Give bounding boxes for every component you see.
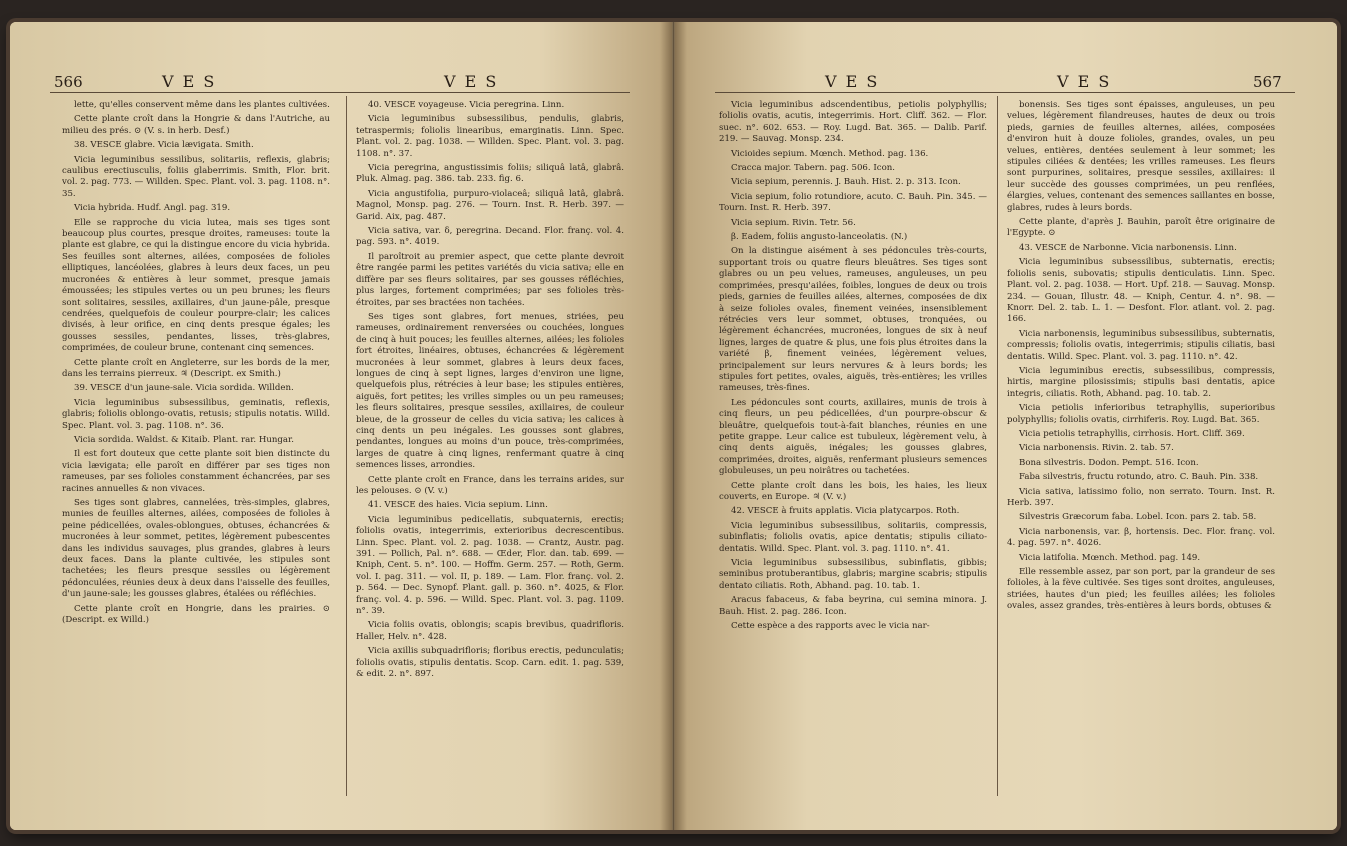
paragraph: Vicia sepium, folio rotundiore, acuto. C. Bauh. Pin. 345. — Tourn. Inst. R. Herb. 397. bbox=[719, 191, 987, 214]
paragraph: Il est fort douteux que cette plante soit bien distincte du vicia lævigata; elle paroît en différer par ses tiges non rameuses, par ses folioles constamment échancrées, par ses racines annuelles & non vivaces. bbox=[62, 449, 330, 494]
paragraph: Vicia leguminibus subsessilibus, solitariis, compressis, subinflatis; foliolis ovatis, apice dentatis; stipulis ciliato-dentatis. Willd. Spec. Plant. vol. 3. pag. 1110. n°. 41. bbox=[719, 520, 987, 554]
paragraph: Elle ressemble assez, par son port, par la grandeur de ses folioles, à la fève cultivée. Ses tiges sont droites, anguleuses, striées, hautes d'un pied; les feuilles ailées; les folioles ovales, assez grandes, très-entières à leurs bords, obtuses & bbox=[1007, 567, 1275, 612]
paragraph: Vicia leguminibus pedicellatis, subquaternis, erectis; foliolis ovatis, integerrimis, exterioribus decrescentibus. Linn. Spec. Plant. vol. 2. pag. 1038. — Crantz, Austr. pag. 391. — Pollich, Pal. n°. 688. — Œder, Flor. dan. tab. 699. — Kniph, Cent. 5. n°. 100. — Hoffm. Germ. 257. — Roth, Germ. vol. I. pag. 311. — vol. II, p. 189. — Lam. Flor. franç. vol. 2. p. 564. — Dec. Synopf. Plant. gall. p. 360. n°. 4025, & Flor. franç. vol. 4. p. 596. — Willd. Spec. Plant. vol. 3. pag. 1109. n°. 39. bbox=[356, 514, 624, 617]
paragraph: Cette plante croît en Hongrie, dans les prairies. ⊙ (Descript. ex Willd.) bbox=[62, 603, 330, 626]
right-column-divider bbox=[997, 96, 998, 796]
paragraph: Cracca major. Tabern. pag. 506. Icon. bbox=[731, 163, 896, 174]
paragraph: Cette plante croît en France, dans les terrains arides, sur les pelouses. ⊙ (V. v.) bbox=[356, 474, 624, 496]
paragraph: Vicia leguminibus subsessilibus, geminatis, reflexis, glabris; foliolis oblongo-ovatis, retusis; stipulis notatis. Willd. Spec. Plant. vol. 3. pag. 1108. n°. 36. bbox=[62, 397, 330, 431]
paragraph: Vicia sativa, var. δ, peregrina. Decand. Flor. franç. vol. 4. pag. 593. n°. 4019. bbox=[356, 226, 624, 248]
paragraph: 38. VESCE glabre. Vicia lævigata. Smith. bbox=[74, 140, 254, 151]
paragraph: Vicia axillis subquadrifloris; floribus erectis, pedunculatis; foliolis ovatis, stipulis dentatis. Scop. Carn. edit. 1. pag. 539, & edit. 2. n°. 897. bbox=[356, 646, 624, 680]
right-page-number: 567 bbox=[1253, 73, 1282, 91]
paragraph: Vicia hybrida. Hudf. Angl. pag. 319. bbox=[74, 203, 231, 214]
right-header-rule bbox=[715, 92, 1295, 93]
paragraph: Aracus fabaceus, & faba beyrina, cui semina minora. J. Bauh. Hist. 2. pag. 286. Icon. bbox=[719, 595, 987, 617]
paragraph: Ses tiges sont glabres, cannelées, très-simples, glabres, munies de feuilles alternes, ailées, composées de folioles à peine pédicellées, ovales-oblongues, obtuses, échancrées & mucronées à leur sommet, petites, légèrement pubescentes dans les individus sauvages, plus grandes, glabres à leurs deux faces. Dans la plante cultivée, les stipules sont tachetées; les fleurs presque sessiles ou légèrement pédonculées, réunies deux à deux dans l'aisselle des feuilles, d'un jaune-sale; les gousses glabres, étalées ou réfléchies. bbox=[62, 498, 330, 600]
paragraph: Vicia petiolis inferioribus tetraphyllis, superioribus polyphyllis; foliolis ovatis, cirrhiferis. Roy. Lugd. Bat. 365. bbox=[1007, 403, 1275, 425]
left-column-divider bbox=[346, 96, 347, 796]
paragraph: Bona silvestris. Dodon. Pempt. 516. Icon. bbox=[1019, 457, 1199, 468]
paragraph: Vicia leguminibus erectis, subsessilibus, compressis, hirtis, margine pilosissimis; stipulis basi dentatis, apice integris, ciliatis. Roth, Abhand. pag. 10. tab. 2. bbox=[1007, 365, 1275, 399]
left-header-left: V E S bbox=[162, 72, 217, 91]
paragraph: Vicia sordida. Waldst. & Kitaib. Plant. rar. Hungar. bbox=[74, 434, 294, 445]
paragraph: 42. VESCE à fruits applatis. Vicia platycarpos. Roth. bbox=[731, 506, 960, 517]
paragraph: Vicia narbonensis. Rivin. 2. tab. 57. bbox=[1019, 443, 1174, 454]
paragraph: β. Eadem, foliis angusto-lanceolatis. (N.) bbox=[731, 232, 908, 243]
paragraph: Les pédoncules sont courts, axillaires, munis de trois à cinq fleurs, un peu pédicellées, d'un pourpre-obscur & bleuâtre, quelquefois tout-à-fait blanches, réunies en une petite grappe. Leur calice est tubuleux, légèrement velu, à cinq dents aiguës, inégales; les gousses glabres, comprimées, droites, aiguës, renfermant plusieurs semences globuleuses, un peu noirâtres ou tachetées. bbox=[719, 397, 987, 477]
right-header-left: V E S bbox=[825, 72, 880, 91]
paragraph: Vicia narbonensis, leguminibus subsessilibus, subternatis, compressis; foliolis ovatis, integerrimis; stipulis ciliatis, basi dentatis. Willd. Spec. Plant. vol. 3. pag. 1110. n°. 42. bbox=[1007, 328, 1275, 362]
paragraph: Vicia sativa, latissimo folio, non serrato. Tourn. Inst. R. Herb. 397. bbox=[1007, 486, 1275, 508]
paragraph: On la distingue aisément à ses pédoncules très-courts, supportant trois ou quatre fleurs bleuâtres. Ses tiges sont glabres ou un peu velues, rameuses, anguleuses, un peu comprimées, presqu'ailées, foibles, longues de deux ou trois pieds, garnies de feuilles ailées, alternes, composées de dix à seize folioles ovales, finement veinées, insensiblement rétrécies vers leur sommet, obtuses, tronquées, ou légèrement échancrées, mucronées, longues de six à neuf lignes, larges de quatre & plus, une fois plus étroites dans la variété β, finement veinées, légèrement velues, principalement sur leurs nervures & à leurs bords; les stipules fort petites, ovales, aiguës, très-entières; les vrilles rameuses, très-fines. bbox=[719, 246, 987, 394]
paragraph: Vicioides sepium. Mœnch. Method. pag. 136. bbox=[731, 148, 929, 159]
paragraph: Cette plante croît en Angleterre, sur les bords de la mer, dans les terrains pierreux. ♃ (Descript. ex Smith.) bbox=[62, 357, 330, 379]
book-spread bbox=[10, 22, 1337, 830]
paragraph: Vicia sepium, perennis. J. Bauh. Hist. 2. p. 313. Icon. bbox=[731, 177, 961, 188]
paragraph: Cette plante croît dans les bois, les haies, les lieux couverts, en Europe. ♃ (V. v.) bbox=[719, 480, 987, 502]
paragraph: Vicia peregrina, angustissimis foliis; siliquâ latâ, glabrâ. Pluk. Almag. pag. 386. tab. 233. fig. 6. bbox=[356, 163, 624, 185]
right-header-right: V E S bbox=[1057, 72, 1112, 91]
paragraph: 40. VESCE voyageuse. Vicia peregrina. Linn. bbox=[368, 100, 565, 110]
paragraph: Vicia leguminibus subsessilibus, subinflatis, gibbis; seminibus protuberantibus, glabris; margine scabris; stipulis dentato ciliatis. Roth, Abhand. pag. 10. tab. 1. bbox=[719, 558, 987, 591]
paragraph: bonensis. Ses tiges sont épaisses, anguleuses, un peu velues, légèrement filandreuses, hautes de deux ou trois pieds, garnies de feuilles alternes, ailées, composées d'environ huit à douze folioles, grandes, ovales, un peu velues, entières, dentées seulement à leur sommet; les stipules ciliées & dentées; les vrilles rameuses. Les fleurs sont purpurines, solitaires, presque sessiles, axillaires: il leur succède des gousses comprimées, un peu renflées, élargies, velues, contenant des semences saillantes en bosse, glabres, rudes à leurs bords. bbox=[1007, 100, 1275, 213]
paragraph: Vicia leguminibus adscendentibus, petiolis polyphyllis; foliolis ovatis, acutis, integerrimis. Hort. Cliff. 362. — Flor. suec. n°. 602. 653. — Roy. Lugd. Bat. 365. — Dalib. Parif. 219. — Sauvag. Monsp. 234. bbox=[719, 100, 987, 145]
paragraph: lette, qu'elles conservent même dans les plantes cultivées. bbox=[74, 100, 330, 110]
paragraph: 39. VESCE d'un jaune-sale. Vicia sordida. Willden. bbox=[74, 383, 294, 394]
paragraph: Vicia narbonensis, var. β, hortensis. Dec. Flor. franç. vol. 4. pag. 597. n°. 4026. bbox=[1007, 526, 1275, 549]
left-column-2 bbox=[356, 100, 624, 800]
paragraph: 41. VESCE des haies. Vicia sepium. Linn. bbox=[368, 500, 548, 511]
paragraph: 43. VESCE de Narbonne. Vicia narbonensis. Linn. bbox=[1019, 242, 1237, 253]
left-page-number: 566 bbox=[54, 73, 83, 91]
paragraph: Vicia foliis ovatis, oblongis; scapis brevibus, quadrifloris. Haller, Helv. n°. 428. bbox=[356, 620, 624, 642]
paragraph: Vicia sepium. Rivin. Tetr. 56. bbox=[731, 217, 856, 228]
paragraph: Il paroîtroit au premier aspect, que cette plante devroit être rangée parmi les petites variétés du vicia sativa; elle en diffère par ses fleurs solitaires, par ses gousses réfléchies, plus larges, fortement comprimées; par ses folioles très-étroites, par ses bractées non tachées. bbox=[356, 251, 624, 308]
paragraph: Vicia leguminibus subsessilibus, subternatis, erectis; foliolis senis, subovatis; stipulis denticulatis. Linn. Spec. Plant. vol. 2. pag. 1038. — Hort. Upf. 218. — Sauvag. Monsp. 234. — Gouan, Illustr. 48. — Kniph, Centur. 4. n°. 98. — Knorr. Del. 2. tab. L. 1. — Desfont. Flor. atlant. vol. 2. pag. 166. bbox=[1007, 257, 1275, 325]
paragraph: Vicia angustifolia, purpuro-violaceâ; siliquâ latâ, glabrâ. Magnol, Monsp. pag. 276. — Tourn. Inst. R. Herb. 397. — Garid. Aix, pag. 487. bbox=[356, 188, 624, 222]
left-column-1 bbox=[62, 100, 330, 800]
right-column-1 bbox=[719, 100, 987, 800]
paragraph: Vicia latifolia. Mœnch. Method. pag. 149. bbox=[1019, 552, 1201, 563]
paragraph: Vicia petiolis tetraphyllis, cirrhosis. Hort. Cliff. 369. bbox=[1019, 428, 1245, 439]
paragraph: Silvestris Græcorum faba. Lobel. Icon. pars 2. tab. 58. bbox=[1019, 512, 1257, 523]
paragraph: Vicia leguminibus sessilibus, solitariis, reflexis, glabris; caulibus erectiusculis, foliis glaberrimis. Smith, Flor. brit. vol. 2. pag. 773. — Willden. Spec. Plant. vol. 3. pag. 1108. n°. 35. bbox=[62, 154, 330, 199]
right-column-2 bbox=[1007, 100, 1275, 800]
paragraph: Elle se rapproche du vicia lutea, mais ses tiges sont beaucoup plus courtes, presque droites, rameuses: toute la plante est glabre, ce qui la distingue encore du vicia hybrida. Ses feuilles sont alternes, ailées, composées de folioles elliptiques, lancéolées, glabres à leurs deux faces, un peu mucronées & entières à leur sommet, presque jamais émoussées; les stipules vertes ou un peu brunes; les fleurs sont solitaires, sessiles, axillaires, d'un jaune-pâle, presque cendrées, quelquefois de couleur pourpre-clair; les calices divisés, à leur orifice, en cinq dents presque égales; les gousses sessiles, pendantes, lisses, très-glabres, comprimées, de couleur brune, contenant cinq semences. bbox=[62, 217, 330, 354]
book-gutter bbox=[660, 22, 687, 830]
left-header-right: V E S bbox=[444, 72, 499, 91]
paragraph: Cette plante croît dans la Hongrie & dans l'Autriche, au milieu des prés. ⊙ (V. s. in herb. Desf.) bbox=[62, 114, 330, 136]
paragraph: Ses tiges sont glabres, fort menues, striées, peu rameuses, ordinairement renversées ou couchées, longues de cinq à huit pouces; les feuilles alternes, ailées; les folioles fort étroites, linéaires, obtuses, échancrées & légèrement mucronées à leur sommet, glabres à leurs deux faces, longues de cinq à sept lignes, larges d'environ une ligne, quelquefois plus, rétrécies à leur base; les stipules entières, aiguës, fort petites; les vrilles simples ou un peu rameuses; les fleurs solitaires, presque sessiles, axillaires, de couleur bleue, de la grosseur de celles du vicia sativa; les calices à cinq dents un peu inégales. Les gousses sont glabres, pendantes, longues au moins d'un pouce, très-comprimées, larges de quatre à cinq lignes, renfermant quatre à cinq semences lisses, arrondies. bbox=[356, 311, 624, 471]
left-page bbox=[10, 22, 672, 830]
paragraph: Faba silvestris, fructu rotundo, atro. C. Bauh. Pin. 338. bbox=[1019, 472, 1259, 483]
right-page bbox=[675, 22, 1337, 830]
paragraph: Cette espèce a des rapports avec le vicia nar- bbox=[731, 621, 930, 632]
left-header-rule bbox=[50, 92, 630, 93]
paragraph: Cette plante, d'après J. Bauhin, paroît être originaire de l'Egypte. ⊙ bbox=[1007, 217, 1275, 239]
paragraph: Vicia leguminibus subsessilibus, pendulis, glabris, tetraspermis; foliolis linearibus, emarginatis. Linn. Spec. Plant. vol. 2. pag. 1038. — Willden. Spec. Plant. vol. 3. pag. 1108. n°. 37. bbox=[356, 114, 624, 159]
